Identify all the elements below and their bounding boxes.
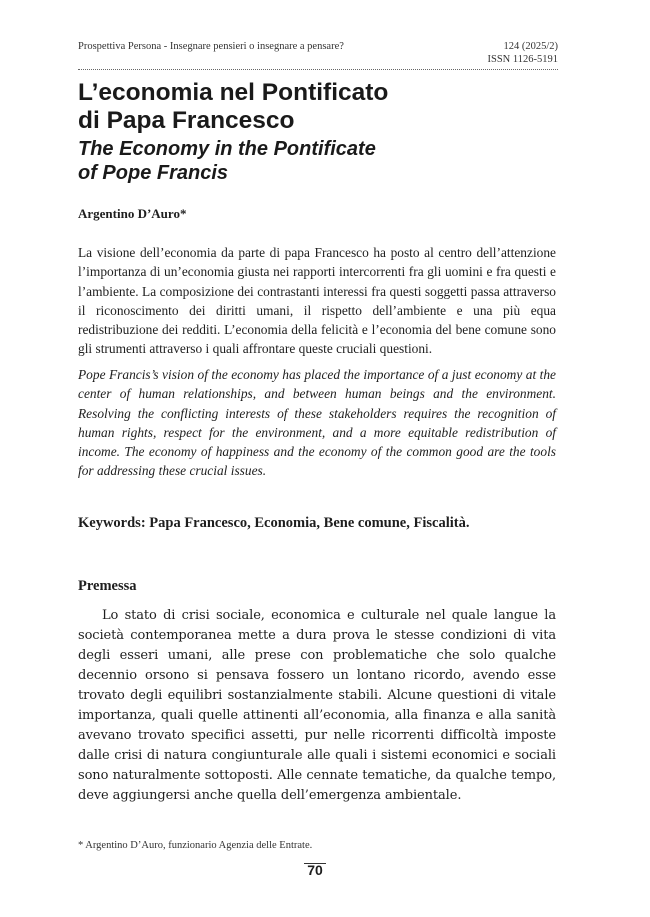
abstract-italian: La visione dell’economia da parte di papa Francesco ha posto al centro dell’attenzione l’importanza di un’economia giusta nei rapporti intercorrenti fra gli uomini e fra questi e l’ambiente. La composizione dei contrastanti interessi fra questi soggetti passa attraverso il riconoscimento dei diritti umani, il rispetto dell’ambiente e una più equa redistribuzione dei redditi. L’economia della felicità e l’economia del bene comune sono gli strumenti attraverso i quali affrontare queste cruciali questioni. bbox=[78, 245, 556, 357]
keywords: Keywords: Papa Francesco, Economia, Bene comune, Fiscalità. bbox=[78, 515, 470, 531]
header-divider bbox=[78, 69, 558, 70]
footnote: * Argentino D’Auro, funzionario Agenzia delle Entrate. bbox=[78, 840, 313, 851]
author-name: Argentino D’Auro* bbox=[78, 206, 187, 221]
issn: ISSN 1126-5191 bbox=[487, 54, 558, 65]
abstract-english: Pope Francis’s vision of the economy has placed the importance of a just economy at the center of human relationships, and between human beings and the environment. Resolving the conflicting interests of these stakeholders requires the recognition of human rights, respect for the environment, and a more equitable redistribution of income. The economy of happiness and the economy of the common good are the tools for addressing these crucial issues. bbox=[78, 367, 556, 479]
page-number: 70 bbox=[307, 862, 323, 878]
running-header bbox=[78, 40, 558, 66]
article-title-italian bbox=[78, 79, 558, 135]
body-paragraph: Lo stato di crisi sociale, economica e culturale nel quale langue la società contemporanea mette a dura prova le stesse condizioni di vita degli esseri umani, alle prese con problematiche che solo qualche decennio orsono si pensava fossero un lontano ricordo, avendo esse trovato degli equilibri sostanzialmente stabili. Alcune questioni di vitale importanza, quali quelle attinenti all’economia, alla finanza e alla sanità avevano trovato specifici assetti, pur nelle ricorrenti difficoltà imposte dalle crisi di natura congiunturale alle quali i sistemi economici e sociali sono naturalmente sottoposti. Alle cennate tematiche, da qualche tempo, deve aggiungersi anche quella dell’emergenza ambientale. bbox=[78, 608, 556, 803]
title-en-line-1: The Economy in the Pontificate bbox=[78, 138, 376, 160]
article-title-english bbox=[78, 137, 558, 185]
title-it-line-1: L’economia nel Pontificato bbox=[78, 79, 389, 106]
journal-title: Prospettiva Persona - Insegnare pensieri o insegnare a pensare? bbox=[78, 41, 344, 52]
issue-info bbox=[488, 40, 559, 66]
title-it-line-2: di Papa Francesco bbox=[78, 107, 295, 134]
section-heading: Premessa bbox=[78, 578, 137, 594]
issue-number: 124 (2025/2) bbox=[503, 41, 558, 52]
title-en-line-2: of Pope Francis bbox=[78, 162, 229, 184]
